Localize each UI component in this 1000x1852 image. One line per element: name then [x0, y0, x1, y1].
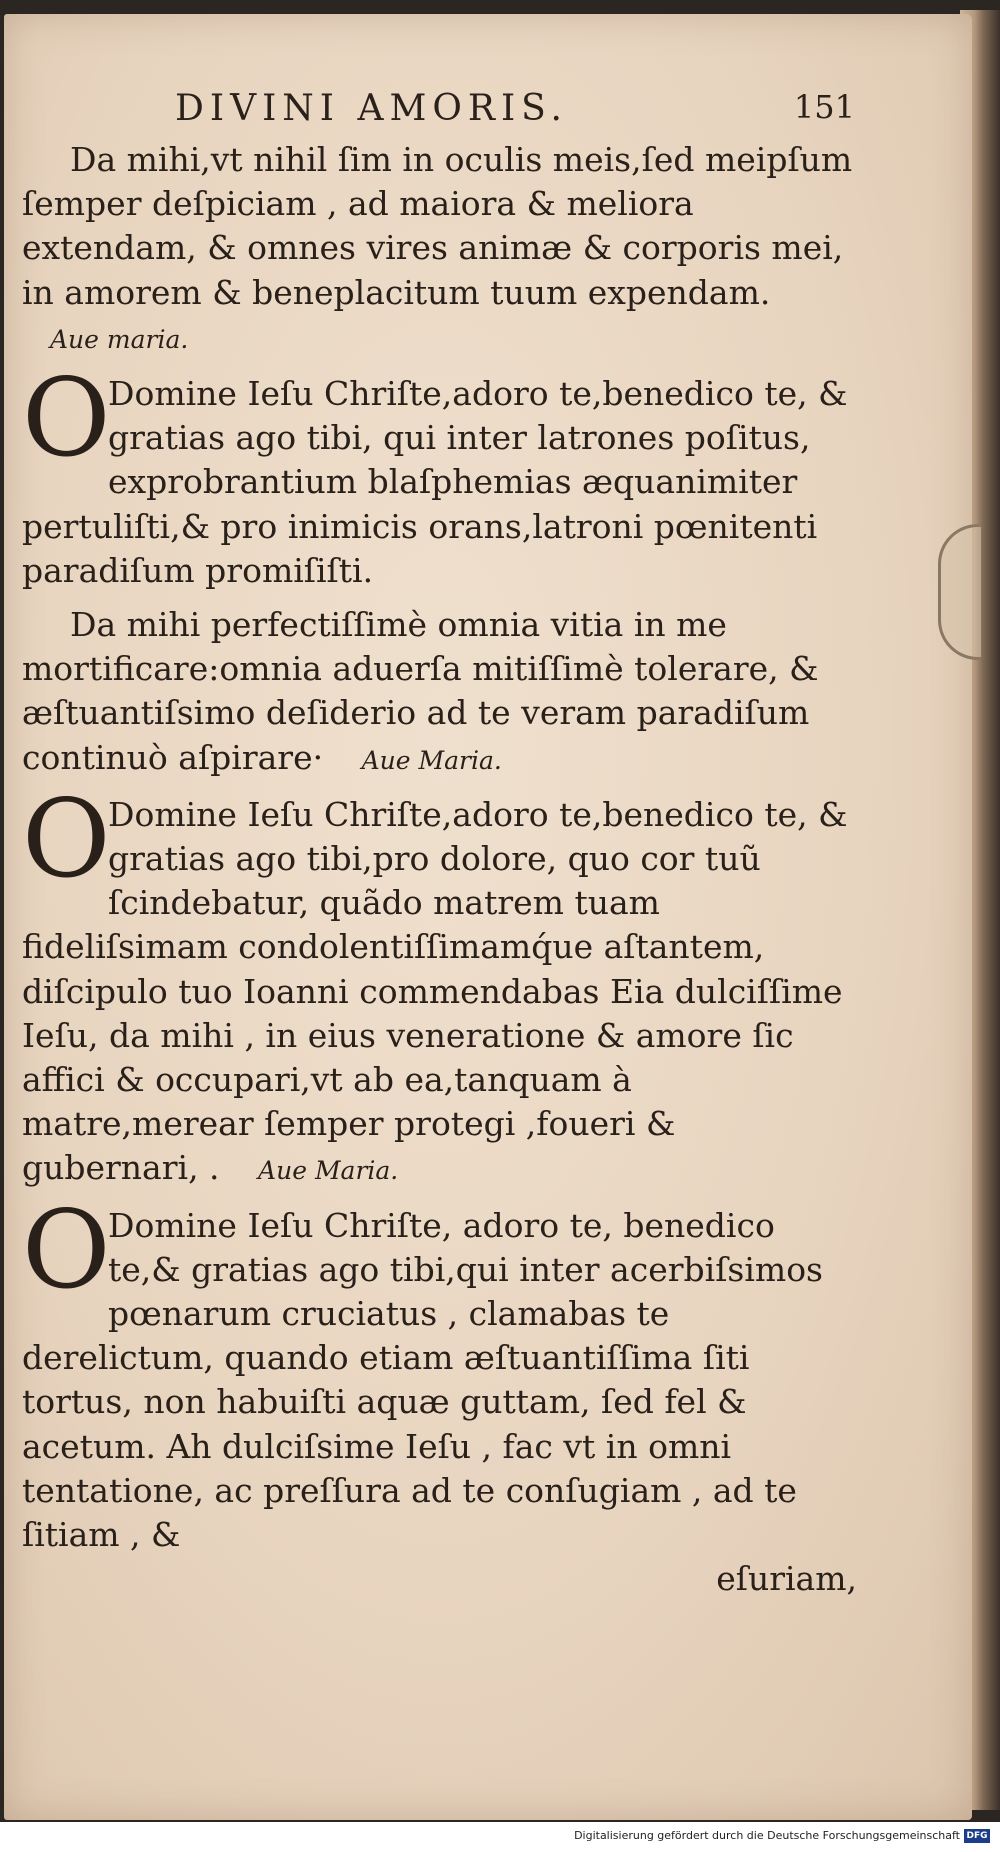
drop-cap: O [22, 1187, 111, 1313]
page-header [175, 88, 875, 138]
paragraph-text: Domine Ieſu Chriſte,adoro te,benedico te, & gratias ago tibi, qui inter latrones poſitus, exprobrantium blaſphemias æquanimiter pertuliſti,& pro inimicis orans,latroni pœnitenti paradiſum promiſiſti. [22, 374, 848, 590]
paragraph-text: Domine Ieſu Chriſte, adoro te, benedico te,& gratias ago tibi,qui inter acerbiſsimos pœnarum cruciatus , clamabas te derelictum, quando etiam æſtuantiſſima ſiti tortus, non habuiſti aquæ guttam, ſed fel & acetum. Ah dulciſsime Ieſu , fac vt in omni tentatione, ac preſſura ad te conſugiam , ad te ſitiam , & [22, 1205, 823, 1555]
digitization-footer [0, 1822, 1000, 1852]
drop-cap: O [22, 776, 111, 902]
ave-maria-rubric: Aue Maria. [361, 745, 502, 775]
paragraph-text: Domine Ieſu Chriſte,adoro te,benedico te, & gratias ago tibi,pro dolore, quo cor tuũ ſcindebatur, quãdo matrem tuam fideliſsimam condolentiſſimamq́ue aſtantem, diſcipulo tuo Ioanni commendabas Eia dulciſſime Ieſu, da mihi , in eius veneratione & amore ſic affici & occupari,vt ab ea,tanquam à matre,merear ſemper protegi ,foueri & gubernari, . [22, 794, 848, 1188]
running-title: DIVINI AMORIS. [175, 88, 568, 129]
dfg-logo: DFG [964, 1829, 990, 1843]
paragraph-2 [22, 356, 857, 593]
paragraph-text: Da mihi,vt nihil ſim in oculis meis,ſed meipſum ſemper deſpiciam , ad maiora & meliora extendam, & omnes vires animæ & corporis mei, in amorem & beneplacitum tuum expendam. [22, 140, 853, 312]
paragraph-text: Da mihi perfectiſſimè omnia vitia in me mortificare:omnia aduerſa mitiſſimè tolerare, & æſtuantiſsimo deſiderio ad te veram paradiſum continuò aſpirare· [22, 605, 819, 777]
page-number: 151 [793, 88, 855, 126]
paragraph-1 [22, 138, 857, 362]
catchword: eſuriam, [716, 1559, 857, 1599]
clasp-mark [938, 524, 981, 660]
footer-credit: Digitalisierung gefördert durch die Deutsche Forschungsgemeinschaft [574, 1829, 960, 1842]
paragraph-5 [22, 1187, 857, 1558]
ave-maria-rubric: Aue maria. [50, 324, 189, 354]
paragraph-4 [22, 776, 857, 1194]
body-text [22, 138, 857, 1602]
paragraph-3 [22, 603, 857, 783]
drop-cap: O [22, 356, 111, 482]
ave-maria-rubric: Aue Maria. [258, 1156, 399, 1186]
